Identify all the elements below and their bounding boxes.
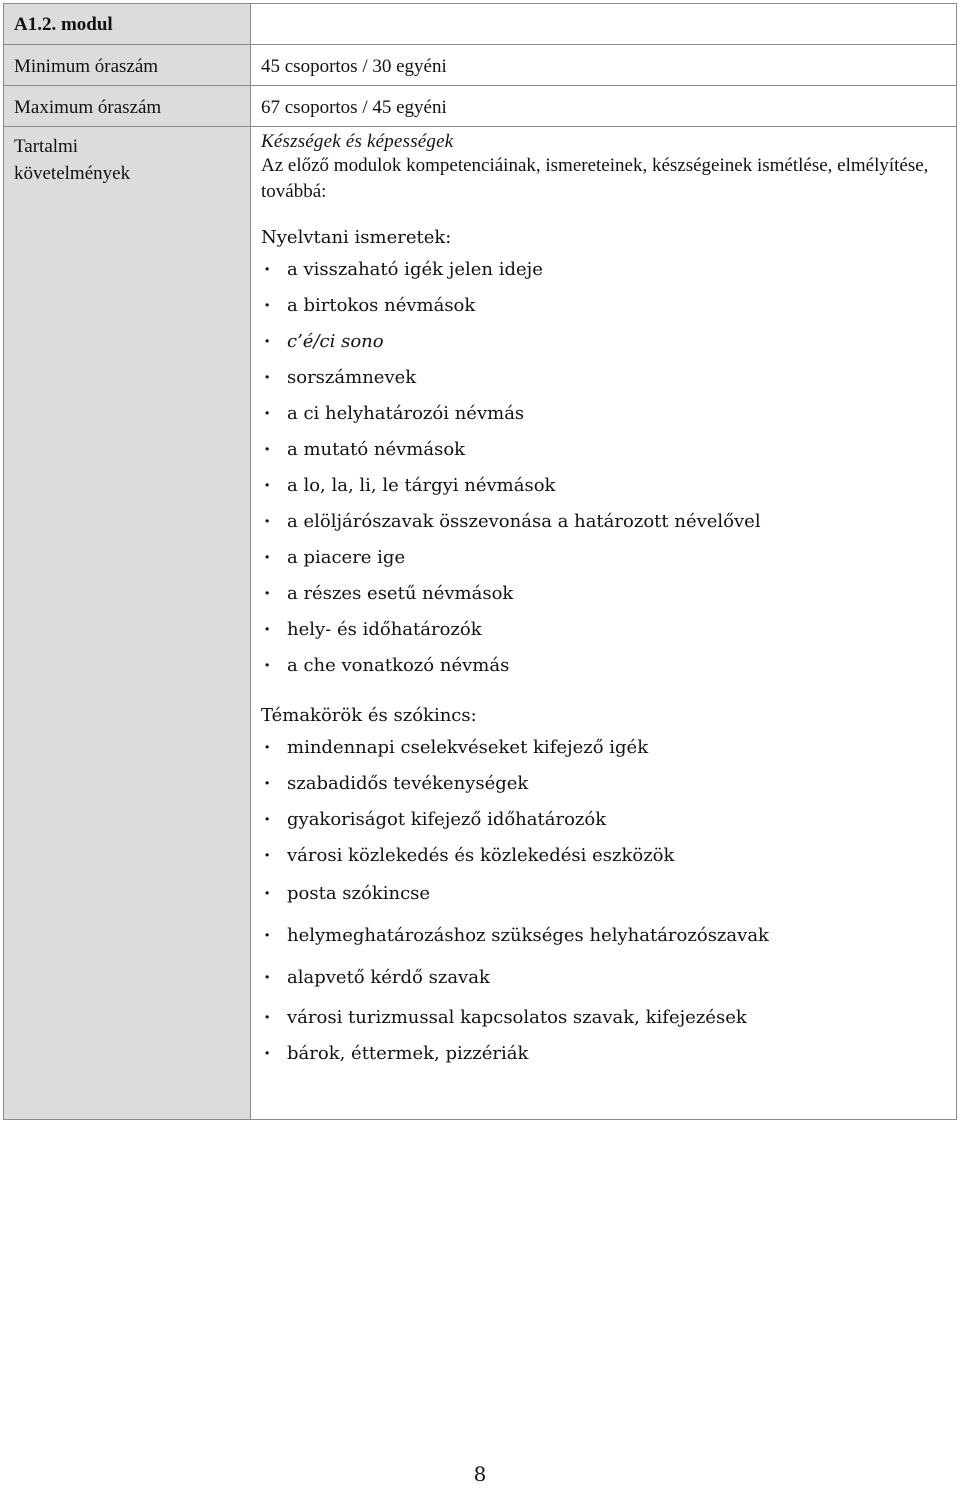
topic-item-text: alapvető kérdő szavak [287,967,490,988]
max-hours-label: Maximum óraszám [4,86,251,127]
max-hours-value: 67 csoportos / 45 egyéni [251,86,957,127]
topic-item-text: bárok, éttermek, pizzériák [287,1043,529,1064]
list-item [261,252,948,288]
topics-section-title: Témakörök és szókincs: [261,705,477,726]
grammar-item-text: a che vonatkozó névmás [287,655,510,676]
list-item [261,958,948,1000]
list-item [261,766,948,802]
grammar-section-title: Nyelvtani ismeretek: [261,227,452,248]
list-item [261,802,948,838]
grammar-item-text: a ci helyhatározói névmás [287,403,525,424]
bullet-icon: · [264,809,271,830]
module-header-row [4,4,957,45]
bullet-icon: · [264,511,271,532]
list-item [261,1000,948,1036]
list-item [261,360,948,396]
bullet-icon: · [264,925,271,946]
list-item [261,288,948,324]
content-requirements-row [4,127,957,1120]
bullet-icon: · [264,883,271,904]
list-item [261,612,948,648]
list-item [261,468,948,504]
topic-item-text: szabadidős tevékenységek [287,773,529,794]
list-item [261,432,948,468]
topic-item-text: helymeghatározáshoz szükséges helyhatározószavak [287,925,769,946]
min-hours-row [4,45,957,86]
grammar-item-text: a mutató névmások [287,439,466,460]
topic-item-text: gyakoriságot kifejező időhatározók [287,809,607,830]
topics-list [261,730,948,1072]
grammar-item-text: sorszámnevek [287,367,417,388]
module-title: A1.2. modul [4,4,251,45]
grammar-item-text: a piacere ige [287,547,406,568]
min-hours-value: 45 csoportos / 30 egyéni [251,45,957,86]
topic-item-text: városi turizmussal kapcsolatos szavak, kifejezések [287,1007,747,1028]
grammar-item-text: a birtokos névmások [287,295,476,316]
content-requirements-label [4,127,251,1120]
intro-text: Az előző modulok kompetenciáinak, ismereteinek, készségeinek ismétlése, elmélyítése, továbbá: [261,155,929,202]
bullet-icon: · [264,773,271,794]
bullet-icon: · [264,403,271,424]
max-hours-row [4,86,957,127]
bullet-icon: · [264,295,271,316]
skills-title: Készségek és képességek [261,131,454,152]
bullet-icon: · [264,475,271,496]
bullet-icon: · [264,259,271,280]
content-requirements-value [251,127,957,1120]
content-requirements-label-text: Tartalmi követelmények [14,136,131,184]
grammar-item-text: c’é/ci sono [287,331,384,352]
grammar-item-text: a részes esetű névmások [287,583,514,604]
topic-item-text: posta szókincse [287,883,431,904]
grammar-item-text: a lo, la, li, le tárgyi névmások [287,475,556,496]
list-item [261,838,948,874]
grammar-item-text: a elöljárószavak összevonása a határozott névelővel [287,511,761,532]
grammar-item-text: hely- és időhatározók [287,619,482,640]
topic-item-text: mindennapi cselekvéseket kifejező igék [287,737,649,758]
list-item [261,874,948,916]
list-item [261,916,948,958]
list-item [261,648,948,684]
list-item [261,504,948,540]
topic-item-text: városi közlekedés és közlekedési eszközök [287,845,675,866]
bullet-icon: · [264,967,271,988]
page-number: 8 [473,1462,487,1486]
bullet-icon: · [264,655,271,676]
grammar-item-text: a visszaható igék jelen ideje [287,259,543,280]
min-hours-label: Minimum óraszám [4,45,251,86]
bullet-icon: · [264,583,271,604]
list-item [261,730,948,766]
bullet-icon: · [264,619,271,640]
grammar-list [261,252,948,684]
module-header-empty [251,4,957,45]
bullet-icon: · [264,737,271,758]
bullet-icon: · [264,331,271,352]
module-table [3,3,957,1120]
bullet-icon: · [264,547,271,568]
list-item [261,1036,948,1072]
list-item [261,576,948,612]
bullet-icon: · [264,1043,271,1064]
list-item [261,324,948,360]
bullet-icon: · [264,367,271,388]
list-item [261,540,948,576]
bullet-icon: · [264,845,271,866]
bullet-icon: · [264,1007,271,1028]
bullet-icon: · [264,439,271,460]
list-item [261,396,948,432]
